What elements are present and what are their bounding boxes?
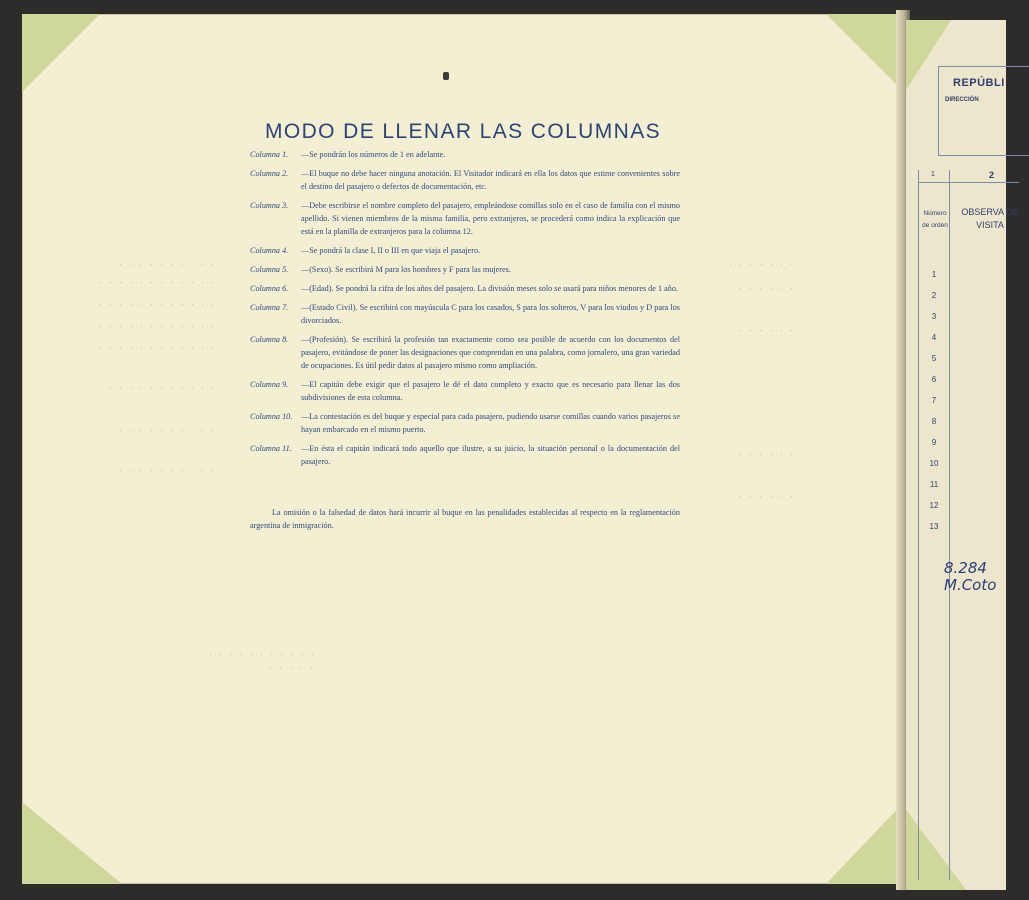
row-number: 2 [931, 291, 937, 300]
row-number: 8 [931, 417, 937, 426]
corner-tab-top-right [826, 14, 904, 92]
column-label: Columna [250, 150, 281, 159]
instruction-row [250, 333, 680, 372]
column-number: 2. [282, 169, 289, 178]
instruction-row [250, 378, 680, 404]
handwritten-annotation [944, 560, 996, 594]
row-number: 1 [931, 270, 937, 279]
row-number: 11 [929, 480, 939, 489]
column-label: Columna [250, 169, 281, 178]
column-number: 10. [282, 412, 293, 421]
corner-tab-bottom-left [22, 802, 122, 884]
page-title: MODO DE LLENAR LAS COLUMNAS [264, 120, 662, 144]
column-number: 7. [282, 303, 289, 312]
row-number: 7 [931, 396, 937, 405]
row-number: 3 [931, 312, 937, 321]
instruction-text: —Debe escribirse el nombre completo del pasajero, empleándose comillas solo en el caso de familia con el mismo apellido. Si vienen miembros de la misma familia, pero extranjeros, se procederá como indica la explicación que está en la planilla de extranjeros para la columna 12. [301, 201, 680, 236]
instruction-text: —El capitán debe exigir que el pasajero le dé el dato completo y exacto que es necesario para llenar las dos subdivisiones de esta columna. [301, 380, 680, 402]
instruction-row [250, 167, 680, 193]
facing-table [918, 170, 1019, 880]
column-label: Columna [250, 303, 281, 312]
column-label: Columna [250, 335, 281, 344]
instruction-text: —(Sexo). Se escribirá M para los hombres y F para las mujeres. [301, 265, 511, 274]
row-number: 5 [931, 354, 937, 363]
instruction-text: —Se pondrán los números de 1 en adelante. [301, 150, 446, 159]
column-label: Columna [250, 380, 281, 389]
binding-pin [443, 72, 449, 80]
facing-header-box [938, 66, 1029, 156]
facing-header-sub: DIRECCIÓN [945, 97, 979, 103]
facing-row-numbers [919, 270, 949, 543]
column-number: 9. [282, 380, 289, 389]
column-number: 4. [282, 246, 289, 255]
instruction-row [250, 282, 680, 295]
instruction-text: —La contestación es del buque y especial para cada pasajero, pudiendo usarse comillas cuando varios pasajeros se hayan embarcado en el mismo puerto. [301, 412, 680, 434]
row-number: 4 [931, 333, 937, 342]
facing-column-numbers [919, 170, 1019, 183]
column-number: 3. [282, 201, 289, 210]
column-label: Columna [250, 246, 281, 255]
footer-note: La omisión o la falsedad de datos hará incurrir al buque en las penalidades establecidas al respecto en la reglamentación argentina de inmigración. [250, 508, 680, 531]
column-label: Columna [250, 284, 281, 293]
column-number: 5. [282, 265, 289, 274]
instruction-row [250, 148, 680, 161]
instruction-row [250, 301, 680, 327]
instruction-text: —Se pondrá la clase I, II o III en que viaja el pasajero. [301, 246, 481, 255]
facing-observations-header: OBSERVA DE VISITA [961, 207, 1019, 230]
handwritten-name: M.Coto [944, 576, 997, 594]
instruction-text: —(Profesión). Se escribirá la profesión tan exactamente como sea posible de acuerdo con los documentos del pasajero, evitándose de poner las designaciones que comprendan en una palabra, como jornalero, una gran variedad de ocupaciones. Es útil pedir datos al pasajero mismo como ampliación. [301, 335, 680, 370]
facing-header-title: REPÚBLI [953, 77, 1005, 89]
handwritten-number: 8.284 [944, 559, 987, 577]
instruction-text: —(Estado Civil). Se escribirá con mayúscula C para los casados, S para los solteros, V para los viudos y D para los divorciados. [301, 303, 680, 325]
instruction-row [250, 244, 680, 257]
column-label: Columna [250, 444, 281, 453]
corner-tab-top-left [22, 14, 100, 92]
instruction-text: —(Edad). Se pondrá la cifra de los años del pasajero. La división meses solo se usará para niños menores de 1 año. [301, 284, 678, 293]
column-label: Columna [250, 201, 281, 210]
instruction-row [250, 410, 680, 436]
column-label: Columna [250, 265, 281, 274]
facing-page [906, 20, 1019, 890]
facing-col-num-1: 1 [931, 171, 935, 178]
column-number: 11. [282, 444, 292, 453]
instruction-text: —El buque no debe hacer ninguna anotación. El Visitador indicará en ella los datos que estime convenientes sobre el destino del pasajero o defectos de documentación, etc. [301, 169, 680, 191]
facing-column-divider [949, 170, 950, 880]
facing-number-header: Número de orden [922, 210, 948, 229]
instruction-text: —En ésta el capitán indicará todo aquello que ilustre, a su juicio, la situación personal o la documentación del pasajero. [301, 444, 680, 466]
column-number: 1. [282, 150, 289, 159]
row-number: 13 [929, 522, 939, 531]
instruction-row [250, 263, 680, 276]
row-number: 9 [931, 438, 937, 447]
facing-col-num-2: 2 [989, 170, 995, 180]
corner-tab-bottom-right [826, 802, 904, 884]
row-number: 6 [931, 375, 937, 384]
row-number: 12 [929, 501, 939, 510]
column-label: Columna [250, 412, 281, 421]
instructions-list [250, 148, 680, 474]
column-number: 8. [282, 335, 289, 344]
column-number: 6. [282, 284, 289, 293]
row-number: 10 [929, 459, 939, 468]
instruction-row [250, 199, 680, 238]
instruction-row [250, 442, 680, 468]
